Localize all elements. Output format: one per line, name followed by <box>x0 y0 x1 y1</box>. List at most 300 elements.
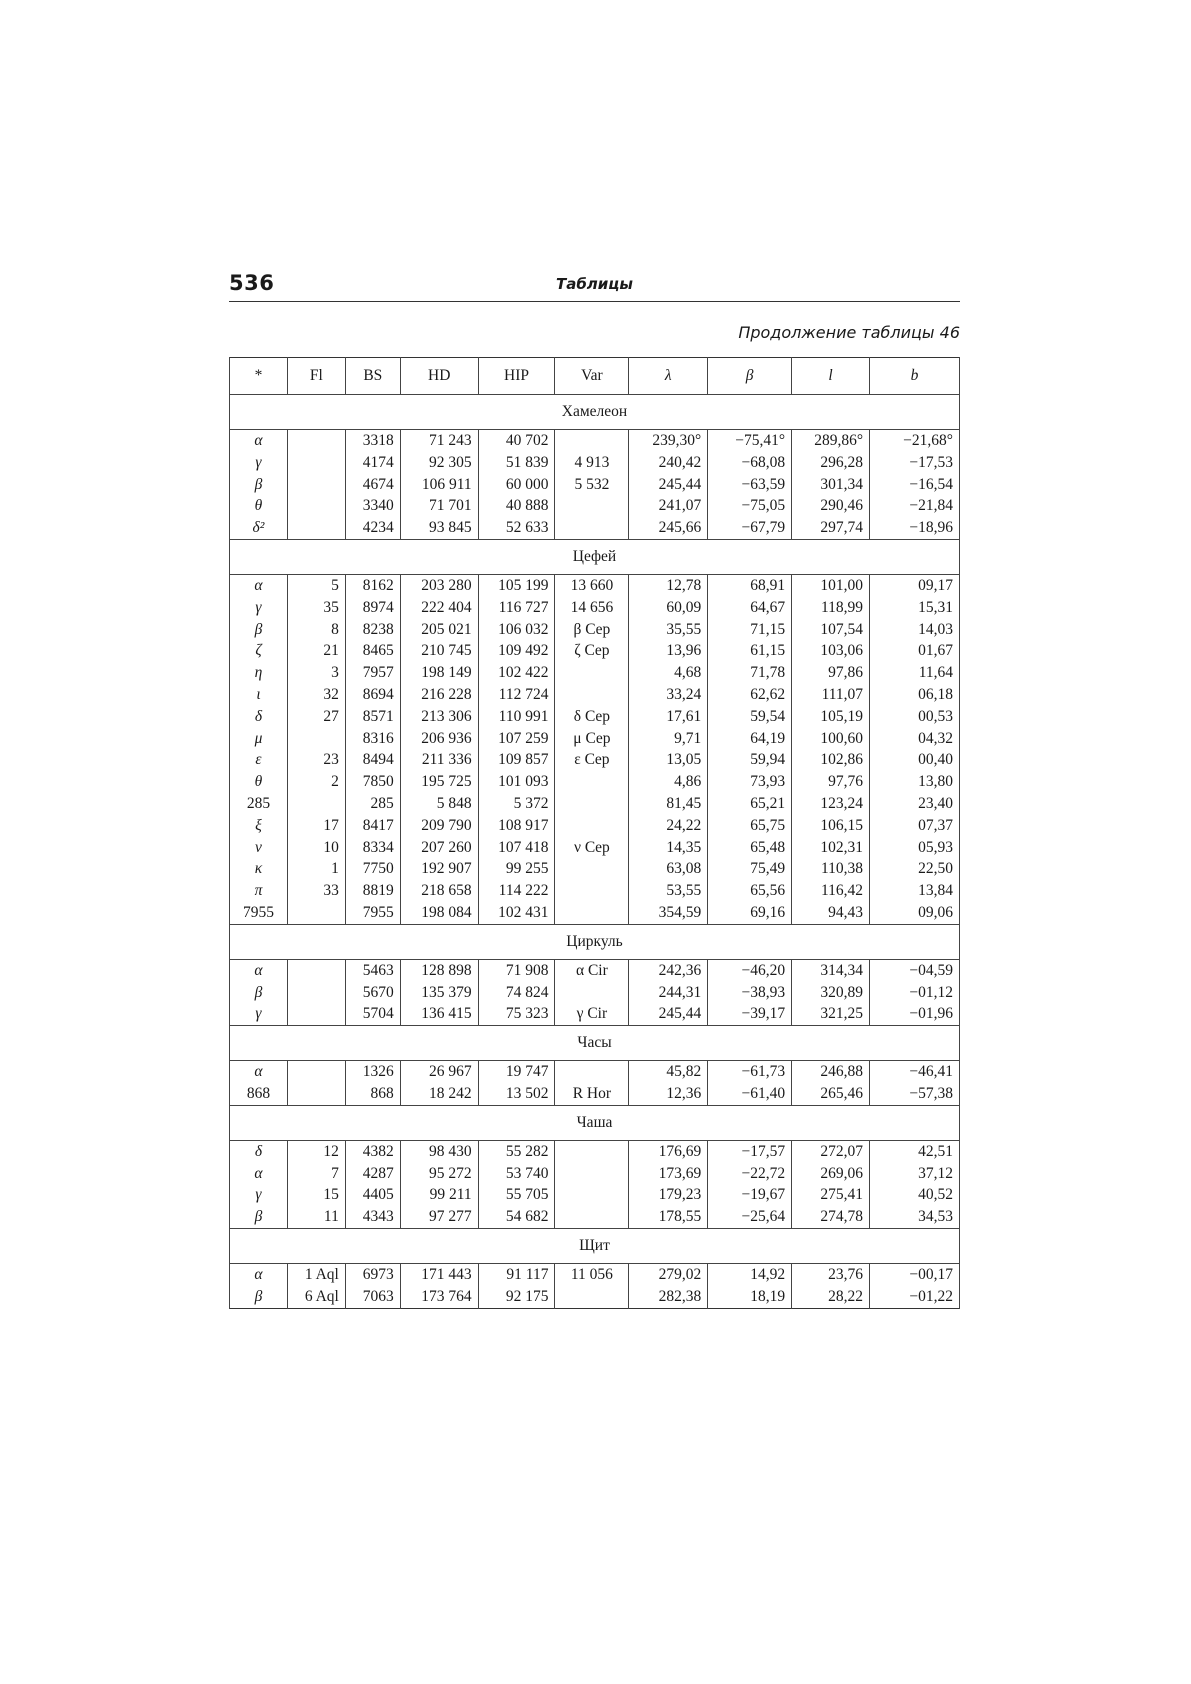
cell-l: 23,76 <box>792 1263 870 1285</box>
cell-flamsteed <box>287 517 345 539</box>
cell-flamsteed: 6 Aql <box>287 1286 345 1308</box>
cell-beta: 64,67 <box>708 597 792 619</box>
header-l: l <box>792 358 870 395</box>
cell-bs: 7063 <box>345 1286 400 1308</box>
cell-hd: 203 280 <box>400 574 478 596</box>
cell-hd: 98 430 <box>400 1140 478 1162</box>
cell-var: γ Cir <box>555 1003 629 1025</box>
cell-bs: 7750 <box>345 858 400 880</box>
star-table <box>229 357 960 1309</box>
cell-star: π <box>230 880 288 902</box>
constellation-row <box>230 1228 960 1263</box>
cell-var: β Cep <box>555 619 629 641</box>
cell-lambda: 279,02 <box>629 1263 708 1285</box>
cell-l: 320,89 <box>792 982 870 1004</box>
cell-l: 107,54 <box>792 619 870 641</box>
cell-hip: 110 991 <box>478 706 555 728</box>
table-row <box>230 574 960 596</box>
cell-flamsteed: 8 <box>287 619 345 641</box>
cell-hip: 109 857 <box>478 749 555 771</box>
cell-bs: 8974 <box>345 597 400 619</box>
cell-flamsteed <box>287 793 345 815</box>
cell-flamsteed: 1 <box>287 858 345 880</box>
constellation-name: Цефей <box>230 539 960 574</box>
cell-hd: 209 790 <box>400 815 478 837</box>
cell-var <box>555 858 629 880</box>
cell-hd: 171 443 <box>400 1263 478 1285</box>
cell-star: κ <box>230 858 288 880</box>
cell-l: 97,76 <box>792 771 870 793</box>
cell-hip: 99 255 <box>478 858 555 880</box>
cell-hd: 5 848 <box>400 793 478 815</box>
cell-bs: 5670 <box>345 982 400 1004</box>
table-row <box>230 837 960 859</box>
cell-flamsteed: 3 <box>287 662 345 684</box>
cell-bs: 8494 <box>345 749 400 771</box>
page-number: 536 <box>229 271 275 295</box>
cell-l: 246,88 <box>792 1061 870 1083</box>
cell-b: 42,51 <box>870 1140 960 1162</box>
cell-l: 111,07 <box>792 684 870 706</box>
cell-var <box>555 495 629 517</box>
cell-var <box>555 1206 629 1228</box>
cell-star: ζ <box>230 640 288 662</box>
cell-var <box>555 815 629 837</box>
cell-lambda: 354,59 <box>629 902 708 924</box>
cell-beta: 62,62 <box>708 684 792 706</box>
cell-b: −01,12 <box>870 982 960 1004</box>
cell-l: 275,41 <box>792 1184 870 1206</box>
cell-beta: 18,19 <box>708 1286 792 1308</box>
cell-lambda: 13,05 <box>629 749 708 771</box>
cell-b: −01,22 <box>870 1286 960 1308</box>
cell-l: 103,06 <box>792 640 870 662</box>
cell-hip: 5 372 <box>478 793 555 815</box>
cell-hd: 222 404 <box>400 597 478 619</box>
constellation-name: Чаша <box>230 1105 960 1140</box>
cell-b: 06,18 <box>870 684 960 706</box>
cell-hip: 102 431 <box>478 902 555 924</box>
table-row <box>230 474 960 496</box>
cell-bs: 8162 <box>345 574 400 596</box>
cell-bs: 4405 <box>345 1184 400 1206</box>
cell-var <box>555 880 629 902</box>
cell-lambda: 81,45 <box>629 793 708 815</box>
cell-star: β <box>230 474 288 496</box>
cell-hip: 106 032 <box>478 619 555 641</box>
cell-beta: 71,15 <box>708 619 792 641</box>
cell-flamsteed <box>287 452 345 474</box>
cell-lambda: 245,44 <box>629 1003 708 1025</box>
table-continuation-caption: Продолжение таблицы 46 <box>738 323 960 342</box>
table-row <box>230 728 960 750</box>
cell-hip: 109 492 <box>478 640 555 662</box>
cell-b: 22,50 <box>870 858 960 880</box>
cell-b: −16,54 <box>870 474 960 496</box>
cell-star: γ <box>230 452 288 474</box>
cell-bs: 4674 <box>345 474 400 496</box>
constellation-row <box>230 924 960 959</box>
cell-beta: 59,54 <box>708 706 792 728</box>
cell-lambda: 60,09 <box>629 597 708 619</box>
cell-beta: −38,93 <box>708 982 792 1004</box>
cell-star: θ <box>230 495 288 517</box>
table-header-row <box>230 358 960 395</box>
header-var: Var <box>555 358 629 395</box>
cell-star: δ <box>230 706 288 728</box>
cell-bs: 8465 <box>345 640 400 662</box>
cell-lambda: 242,36 <box>629 959 708 981</box>
cell-hip: 51 839 <box>478 452 555 474</box>
cell-bs: 4343 <box>345 1206 400 1228</box>
cell-lambda: 17,61 <box>629 706 708 728</box>
cell-l: 321,25 <box>792 1003 870 1025</box>
cell-b: −00,17 <box>870 1263 960 1285</box>
table-row <box>230 1140 960 1162</box>
cell-beta: 73,93 <box>708 771 792 793</box>
cell-hip: 55 705 <box>478 1184 555 1206</box>
table-row <box>230 858 960 880</box>
cell-star: γ <box>230 597 288 619</box>
cell-flamsteed: 5 <box>287 574 345 596</box>
cell-hip: 101 093 <box>478 771 555 793</box>
cell-l: 123,24 <box>792 793 870 815</box>
cell-lambda: 178,55 <box>629 1206 708 1228</box>
cell-hip: 91 117 <box>478 1263 555 1285</box>
cell-var: 5 532 <box>555 474 629 496</box>
cell-bs: 4287 <box>345 1163 400 1185</box>
header-bs: BS <box>345 358 400 395</box>
cell-hip: 40 888 <box>478 495 555 517</box>
cell-hd: 195 725 <box>400 771 478 793</box>
cell-var <box>555 902 629 924</box>
cell-star: α <box>230 574 288 596</box>
cell-hip: 105 199 <box>478 574 555 596</box>
cell-beta: −75,05 <box>708 495 792 517</box>
cell-var: α Cir <box>555 959 629 981</box>
cell-bs: 8694 <box>345 684 400 706</box>
cell-lambda: 45,82 <box>629 1061 708 1083</box>
cell-bs: 868 <box>345 1083 400 1105</box>
table-row <box>230 597 960 619</box>
cell-var <box>555 1286 629 1308</box>
cell-b: −57,38 <box>870 1083 960 1105</box>
constellation-name: Часы <box>230 1026 960 1061</box>
cell-flamsteed: 11 <box>287 1206 345 1228</box>
cell-hd: 97 277 <box>400 1206 478 1228</box>
cell-var <box>555 517 629 539</box>
cell-beta: −25,64 <box>708 1206 792 1228</box>
cell-flamsteed <box>287 474 345 496</box>
cell-beta: −75,41° <box>708 430 792 452</box>
cell-hip: 71 908 <box>478 959 555 981</box>
cell-flamsteed: 33 <box>287 880 345 902</box>
cell-l: 94,43 <box>792 902 870 924</box>
header-beta: β <box>708 358 792 395</box>
cell-bs: 8417 <box>345 815 400 837</box>
table-row <box>230 815 960 837</box>
cell-b: −21,84 <box>870 495 960 517</box>
header-hip: HIP <box>478 358 555 395</box>
cell-hd: 99 211 <box>400 1184 478 1206</box>
cell-l: 314,34 <box>792 959 870 981</box>
cell-hip: 74 824 <box>478 982 555 1004</box>
cell-bs: 6973 <box>345 1263 400 1285</box>
cell-flamsteed: 32 <box>287 684 345 706</box>
cell-lambda: 4,86 <box>629 771 708 793</box>
cell-flamsteed <box>287 1061 345 1083</box>
cell-flamsteed: 17 <box>287 815 345 837</box>
page-header <box>229 271 960 302</box>
cell-var: 14 656 <box>555 597 629 619</box>
table-row <box>230 1083 960 1105</box>
header-lambda: λ <box>629 358 708 395</box>
cell-star: δ <box>230 1140 288 1162</box>
cell-flamsteed <box>287 1003 345 1025</box>
constellation-name: Хамелеон <box>230 395 960 430</box>
cell-lambda: 239,30° <box>629 430 708 452</box>
cell-beta: −61,73 <box>708 1061 792 1083</box>
cell-star: α <box>230 959 288 981</box>
cell-beta: 65,21 <box>708 793 792 815</box>
cell-hd: 213 306 <box>400 706 478 728</box>
cell-lambda: 12,36 <box>629 1083 708 1105</box>
cell-beta: 75,49 <box>708 858 792 880</box>
cell-b: 14,03 <box>870 619 960 641</box>
cell-flamsteed: 12 <box>287 1140 345 1162</box>
cell-l: 28,22 <box>792 1286 870 1308</box>
cell-hip: 52 633 <box>478 517 555 539</box>
cell-bs: 8238 <box>345 619 400 641</box>
cell-bs: 7957 <box>345 662 400 684</box>
table-row <box>230 1206 960 1228</box>
cell-l: 100,60 <box>792 728 870 750</box>
cell-star: α <box>230 1061 288 1083</box>
cell-lambda: 173,69 <box>629 1163 708 1185</box>
cell-lambda: 241,07 <box>629 495 708 517</box>
cell-b: −17,53 <box>870 452 960 474</box>
cell-bs: 8334 <box>345 837 400 859</box>
constellation-row <box>230 1105 960 1140</box>
cell-hip: 92 175 <box>478 1286 555 1308</box>
cell-hd: 128 898 <box>400 959 478 981</box>
table-row <box>230 1263 960 1285</box>
cell-l: 272,07 <box>792 1140 870 1162</box>
cell-b: −04,59 <box>870 959 960 981</box>
cell-var <box>555 1140 629 1162</box>
header-hd: HD <box>400 358 478 395</box>
cell-l: 101,00 <box>792 574 870 596</box>
cell-bs: 7850 <box>345 771 400 793</box>
table-row <box>230 452 960 474</box>
cell-b: 04,32 <box>870 728 960 750</box>
cell-flamsteed: 2 <box>287 771 345 793</box>
cell-star: 7955 <box>230 902 288 924</box>
cell-l: 118,99 <box>792 597 870 619</box>
cell-b: −18,96 <box>870 517 960 539</box>
cell-hd: 135 379 <box>400 982 478 1004</box>
cell-l: 106,15 <box>792 815 870 837</box>
cell-hd: 92 305 <box>400 452 478 474</box>
cell-l: 290,46 <box>792 495 870 517</box>
cell-lambda: 24,22 <box>629 815 708 837</box>
cell-b: 13,80 <box>870 771 960 793</box>
table-row <box>230 619 960 641</box>
cell-hd: 218 658 <box>400 880 478 902</box>
cell-flamsteed <box>287 728 345 750</box>
cell-lambda: 4,68 <box>629 662 708 684</box>
cell-beta: −17,57 <box>708 1140 792 1162</box>
cell-b: 23,40 <box>870 793 960 815</box>
cell-flamsteed: 7 <box>287 1163 345 1185</box>
cell-star: θ <box>230 771 288 793</box>
cell-hd: 192 907 <box>400 858 478 880</box>
cell-b: 34,53 <box>870 1206 960 1228</box>
cell-beta: 69,16 <box>708 902 792 924</box>
table-row <box>230 1184 960 1206</box>
cell-hip: 19 747 <box>478 1061 555 1083</box>
cell-star: β <box>230 1286 288 1308</box>
cell-beta: −63,59 <box>708 474 792 496</box>
cell-bs: 5704 <box>345 1003 400 1025</box>
cell-hd: 210 745 <box>400 640 478 662</box>
cell-hd: 207 260 <box>400 837 478 859</box>
cell-hip: 107 418 <box>478 837 555 859</box>
cell-lambda: 244,31 <box>629 982 708 1004</box>
cell-b: 07,37 <box>870 815 960 837</box>
cell-l: 274,78 <box>792 1206 870 1228</box>
cell-flamsteed: 27 <box>287 706 345 728</box>
cell-var <box>555 1061 629 1083</box>
cell-l: 265,46 <box>792 1083 870 1105</box>
cell-star: γ <box>230 1003 288 1025</box>
cell-b: 13,84 <box>870 880 960 902</box>
header-star: * <box>230 358 288 395</box>
cell-bs: 3340 <box>345 495 400 517</box>
cell-bs: 8571 <box>345 706 400 728</box>
cell-bs: 8316 <box>345 728 400 750</box>
cell-flamsteed <box>287 902 345 924</box>
cell-lambda: 35,55 <box>629 619 708 641</box>
cell-flamsteed <box>287 1083 345 1105</box>
cell-beta: −22,72 <box>708 1163 792 1185</box>
cell-b: −01,96 <box>870 1003 960 1025</box>
cell-beta: 59,94 <box>708 749 792 771</box>
header-flamsteed: Fl <box>287 358 345 395</box>
table-row <box>230 662 960 684</box>
cell-star: β <box>230 1206 288 1228</box>
cell-hd: 136 415 <box>400 1003 478 1025</box>
cell-lambda: 13,96 <box>629 640 708 662</box>
table-row <box>230 706 960 728</box>
cell-hip: 54 682 <box>478 1206 555 1228</box>
cell-hip: 53 740 <box>478 1163 555 1185</box>
cell-bs: 3318 <box>345 430 400 452</box>
cell-beta: 65,56 <box>708 880 792 902</box>
cell-bs: 4382 <box>345 1140 400 1162</box>
cell-flamsteed <box>287 982 345 1004</box>
table-row <box>230 880 960 902</box>
cell-bs: 4174 <box>345 452 400 474</box>
table-row <box>230 430 960 452</box>
table-row <box>230 793 960 815</box>
cell-var: ε Cep <box>555 749 629 771</box>
cell-beta: −61,40 <box>708 1083 792 1105</box>
cell-b: 09,17 <box>870 574 960 596</box>
cell-lambda: 282,38 <box>629 1286 708 1308</box>
cell-hd: 71 243 <box>400 430 478 452</box>
cell-star: β <box>230 982 288 1004</box>
cell-bs: 7955 <box>345 902 400 924</box>
cell-b: 05,93 <box>870 837 960 859</box>
cell-var: 4 913 <box>555 452 629 474</box>
cell-star: 868 <box>230 1083 288 1105</box>
cell-hip: 114 222 <box>478 880 555 902</box>
cell-l: 116,42 <box>792 880 870 902</box>
table-row <box>230 1061 960 1083</box>
cell-hip: 107 259 <box>478 728 555 750</box>
cell-hip: 108 917 <box>478 815 555 837</box>
table-row <box>230 495 960 517</box>
table-row <box>230 517 960 539</box>
cell-beta: 68,91 <box>708 574 792 596</box>
cell-beta: 71,78 <box>708 662 792 684</box>
cell-var: ν Cep <box>555 837 629 859</box>
cell-flamsteed: 21 <box>287 640 345 662</box>
constellation-name: Циркуль <box>230 924 960 959</box>
cell-var <box>555 982 629 1004</box>
cell-bs: 4234 <box>345 517 400 539</box>
cell-star: ξ <box>230 815 288 837</box>
cell-l: 102,31 <box>792 837 870 859</box>
cell-l: 97,86 <box>792 662 870 684</box>
cell-var: 11 056 <box>555 1263 629 1285</box>
cell-hip: 102 422 <box>478 662 555 684</box>
cell-star: α <box>230 1263 288 1285</box>
table-row <box>230 749 960 771</box>
constellation-name: Щит <box>230 1228 960 1263</box>
table-row <box>230 640 960 662</box>
cell-beta: −46,20 <box>708 959 792 981</box>
cell-b: 01,67 <box>870 640 960 662</box>
cell-lambda: 245,66 <box>629 517 708 539</box>
cell-hip: 13 502 <box>478 1083 555 1105</box>
cell-var <box>555 1184 629 1206</box>
cell-hd: 71 701 <box>400 495 478 517</box>
cell-l: 297,74 <box>792 517 870 539</box>
cell-beta: −19,67 <box>708 1184 792 1206</box>
cell-beta: −39,17 <box>708 1003 792 1025</box>
cell-flamsteed: 1 Aql <box>287 1263 345 1285</box>
cell-var <box>555 793 629 815</box>
cell-b: 00,53 <box>870 706 960 728</box>
cell-b: 37,12 <box>870 1163 960 1185</box>
cell-star: η <box>230 662 288 684</box>
cell-b: −46,41 <box>870 1061 960 1083</box>
table-row <box>230 982 960 1004</box>
cell-hd: 106 911 <box>400 474 478 496</box>
cell-l: 110,38 <box>792 858 870 880</box>
cell-hip: 112 724 <box>478 684 555 706</box>
table-row <box>230 1003 960 1025</box>
cell-b: 11,64 <box>870 662 960 684</box>
cell-lambda: 179,23 <box>629 1184 708 1206</box>
cell-var <box>555 1163 629 1185</box>
cell-hip: 60 000 <box>478 474 555 496</box>
cell-beta: 14,92 <box>708 1263 792 1285</box>
cell-l: 269,06 <box>792 1163 870 1185</box>
constellation-row <box>230 1026 960 1061</box>
